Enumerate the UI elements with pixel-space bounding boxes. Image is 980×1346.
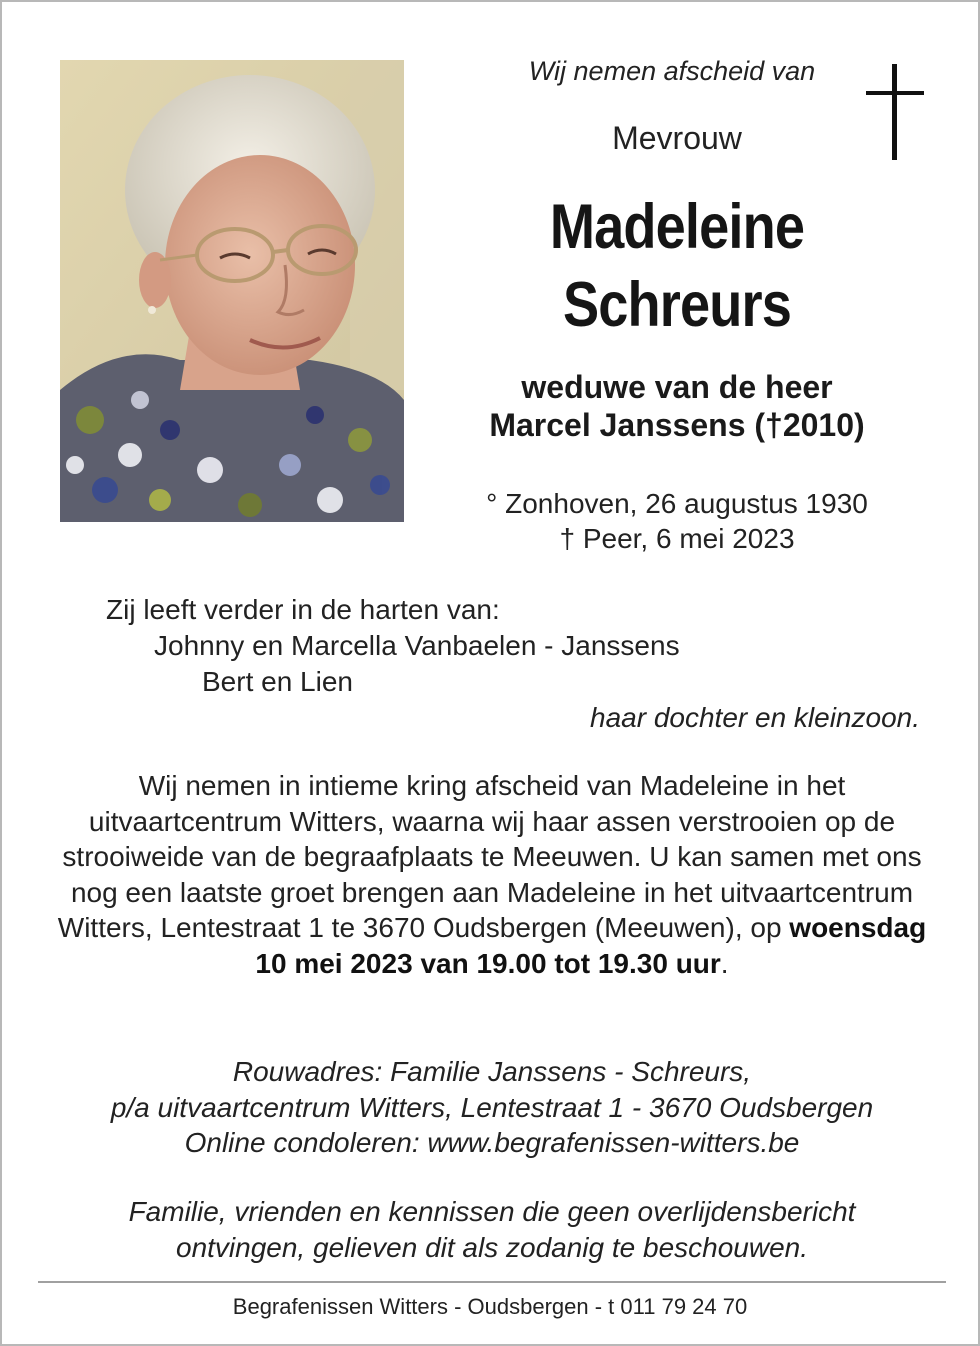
ceremony-part-2: U kan samen met ons nog een laatste groet brengen aan Madeleine in het uitvaartcentrum Witters, Lentestraat 1 te 3670 Oudsbergen (Meeuwen), op xyxy=(57,841,922,943)
survivor-line-1: Johnny en Marcella Vanbaelen - Janssens xyxy=(154,630,680,661)
notice-text xyxy=(42,1194,942,1265)
notice-line-1: Familie, vrienden en kennissen die geen overlijdensbericht xyxy=(128,1196,856,1227)
survivors-relation: haar dochter en kleinzoon. xyxy=(590,702,920,733)
portrait-photo xyxy=(60,60,404,522)
footer-divider xyxy=(38,1281,946,1283)
ceremony-part-1: Wij nemen in intieme kring afscheid van Madeleine in het uitvaartcentrum Witters, waarna wij haar assen verstrooien op de strooiweide van de begraafplaats te Meeuwen. xyxy=(62,770,896,872)
intro-text: Wij nemen afscheid van xyxy=(528,56,816,86)
portrait-illustration xyxy=(60,60,404,522)
ceremony-date: woensdag 10 mei 2023 xyxy=(255,912,927,979)
first-name: Madeleine xyxy=(549,192,805,262)
honorific-title: Mevrouw xyxy=(612,120,742,156)
ceremony-end: . xyxy=(720,947,729,979)
widow-line-1: weduwe van de heer xyxy=(521,369,833,405)
widow-line-2: Marcel Janssens (†2010) xyxy=(489,407,865,443)
birth-info: ° Zonhoven, 26 augustus 1930 xyxy=(486,488,868,519)
survivor-line-2: Bert en Lien xyxy=(202,666,353,697)
mourning-address xyxy=(42,1054,942,1161)
address-line-1: Rouwadres: Familie Janssens - Schreurs, xyxy=(232,1056,752,1087)
widow-of xyxy=(422,368,932,444)
life-dates xyxy=(422,486,932,556)
deceased-name xyxy=(458,188,897,344)
death-info: † Peer, 6 mei 2023 xyxy=(559,523,795,554)
footer-contact: Begrafenissen Witters - Oudsbergen - t 011 79 24 70 xyxy=(232,1294,748,1319)
condolence-url: Online condoleren: www.begrafenissen-witters.be xyxy=(184,1127,800,1158)
survivors-intro: Zij leeft verder in de harten van: xyxy=(106,594,500,625)
ceremony-time: van 19.00 tot 19.30 uur xyxy=(420,947,721,979)
ceremony-text xyxy=(42,768,942,981)
address-line-2: p/a uitvaartcentrum Witters, Lentestraat 1 - 3670 Oudsbergen xyxy=(110,1091,874,1123)
notice-line-2: ontvingen, gelieven dit als zodanig te beschouwen. xyxy=(176,1231,808,1263)
last-name: Schreurs xyxy=(562,270,792,340)
